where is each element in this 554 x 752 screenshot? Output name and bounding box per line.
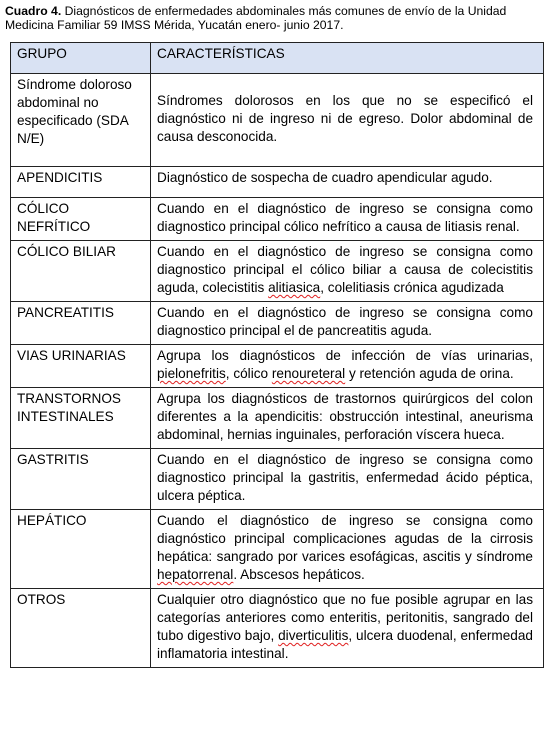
misspelled-word: renoureteral — [271, 366, 346, 381]
misspelled-word: diverticulitis — [278, 628, 349, 643]
group-cell: OTROS — [11, 589, 151, 668]
table-row — [11, 198, 544, 241]
group-cell: CÓLICO BILIAR — [11, 241, 151, 302]
description-cell: Cuando en el diagnóstico de ingreso se consigna como diagnostico principal cólico nefrítico a causa de litiasis renal. — [151, 198, 544, 241]
misspelled-word: alitiasica — [268, 280, 321, 295]
description-text: , cólico — [225, 366, 272, 381]
description-text: , ulcera duodenal, enfermedad inflamatoria intestinal. — [157, 628, 533, 661]
table-caption — [5, 4, 550, 32]
group-cell: VIAS URINARIAS — [11, 345, 151, 388]
misspelled-word: hepatorrenal — [157, 567, 234, 582]
description-cell — [151, 74, 544, 167]
misspelled-word: pielonefritis — [157, 366, 226, 381]
description-cell — [151, 345, 544, 388]
table-row — [11, 449, 544, 510]
group-cell: PANCREATITIS — [11, 302, 151, 345]
group-cell: APENDICITIS — [11, 167, 151, 198]
group-cell: GASTRITIS — [11, 449, 151, 510]
description-text: . Abscesos hepáticos. — [233, 567, 365, 582]
description-cell — [151, 589, 544, 668]
diagnosis-table — [10, 42, 544, 668]
table-row — [11, 345, 544, 388]
group-cell: Síndrome doloroso abdominal no especificado (SDA N/E) — [11, 74, 151, 167]
table-row — [11, 167, 544, 198]
description-text: Cuando el diagnóstico de ingreso se consigna como diagnóstico principal complicaciones agudas de la cirrosis hepática: sangrado por varices esofágicas, ascitis y síndrome — [157, 513, 533, 564]
description-cell: Cuando en el diagnóstico de ingreso se consigna como diagnostico principal el de pancreatitis aguda. — [151, 302, 544, 345]
header-caracteristicas: CARACTERÍSTICAS — [151, 43, 544, 74]
description-text: Síndromes dolorosos en los que no se especificó el diagnóstico ni de ingreso ni de egreso. Dolor abdominal de causa desconocida. — [157, 93, 533, 144]
caption-label: Cuadro 4. — [5, 4, 62, 18]
table-row — [11, 302, 544, 345]
description-text: y retención aguda de orina. — [345, 366, 514, 381]
group-cell: HEPÁTICO — [11, 510, 151, 589]
table-row — [11, 388, 544, 449]
description-cell: Diagnóstico de sospecha de cuadro apendicular agudo. — [151, 167, 544, 198]
description-cell — [151, 241, 544, 302]
description-text: Agrupa los diagnósticos de infección de vías urinarias, — [157, 348, 533, 363]
table-row — [11, 241, 544, 302]
description-text: , colelitiasis crónica agudizada — [320, 280, 504, 295]
table-header-row — [11, 43, 544, 74]
description-cell — [151, 510, 544, 589]
header-grupo: GRUPO — [11, 43, 151, 74]
table-row — [11, 589, 544, 668]
group-cell: CÓLICO NEFRÍTICO — [11, 198, 151, 241]
description-cell: Agrupa los diagnósticos de trastornos quirúrgicos del colon diferentes a la apendicitis: obstrucción intestinal, aneurisma abdominal, hernias inguinales, perforación víscera hueca. — [151, 388, 544, 449]
group-cell: TRANSTORNOS INTESTINALES — [11, 388, 151, 449]
description-cell: Cuando en el diagnóstico de ingreso se consigna como diagnostico principal la gastritis, enfermedad ácido péptica, ulcera péptica. — [151, 449, 544, 510]
caption-text: Diagnósticos de enfermedades abdominales más comunes de envío de la Unidad Medicina Familiar 59 IMSS Mérida, Yucatán enero- junio 2017. — [5, 4, 507, 32]
description-text: Cualquier otro diagnóstico que no fue posible agrupar en las categorías anteriores como enteritis, peritonitis, sangrado del tubo digestivo bajo, — [157, 592, 533, 643]
description-text: Cuando en el diagnóstico de ingreso se consigna como diagnostico principal el cólico biliar a causa de colecistitis aguda, colecistitis — [157, 244, 533, 295]
table-row — [11, 510, 544, 589]
table-row — [11, 74, 544, 167]
